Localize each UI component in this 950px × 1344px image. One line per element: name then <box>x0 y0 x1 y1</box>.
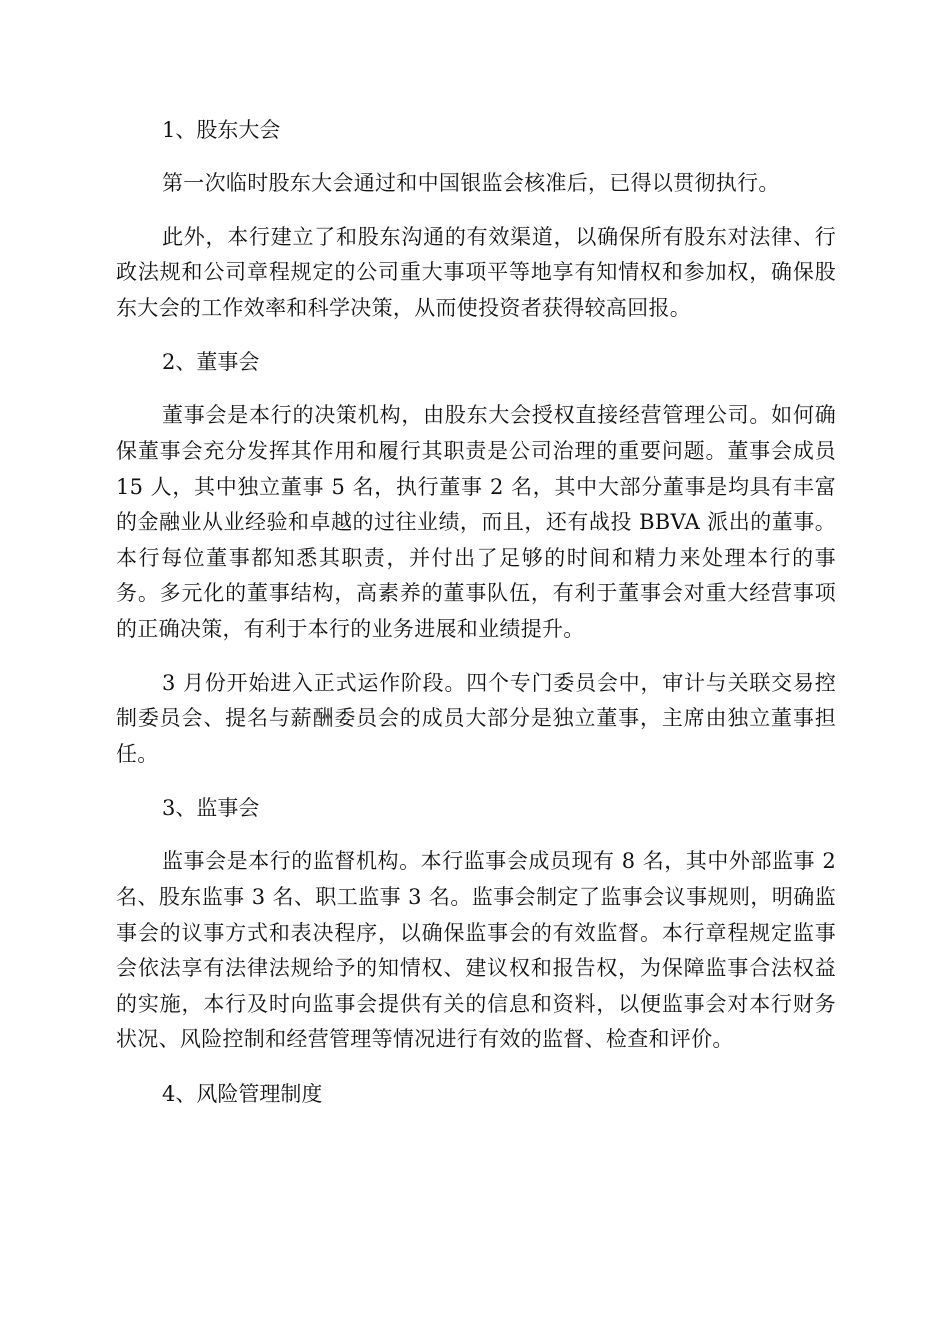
paragraph-board-1: 董事会是本行的决策机构，由股东大会授权直接经营管理公司。如何确保董事会充分发挥其作用和履行其职责是公司治理的重要问题。董事会成员 15 人，其中独立董事 5 名，执行董事 2 名，其中大部分董事是均具有丰富的金融业从业经验和卓越的过往业绩，而且，还有战投 BBVA 派出的董事。本行每位董事都知悉其职责，并付出了足够的时间和精力来处理本行的事务。多元化的董事结构，高素养的董事队伍，有利于董事会对重大经营事项的正确决策，有利于本行的业务进展和业绩提升。 <box>116 403 836 641</box>
section-heading-risk-management: 4、风险管理制度 <box>162 1081 323 1106</box>
section-heading-shareholders-meeting: 1、股东大会 <box>162 118 281 142</box>
document-body <box>116 112 836 1112</box>
paragraph-board-2: 3 月份开始进入正式运作阶段。四个专门委员会中，审计与关联交易控制委员会、提名与薪酬委员会的成员大部分是独立董事，主席由独立董事担任。 <box>116 670 836 766</box>
section-heading-board-of-directors: 2、董事会 <box>162 350 260 375</box>
paragraph-supervisors-1: 监事会是本行的监督机构。本行监事会成员现有 8 名，其中外部监事 2 名、股东监事 3 名、职工监事 3 名。监事会制定了监事会议事规则，明确监事会的议事方式和表决程序，以确保监事会的有效监督。本行章程规定监事会依法享有法律法规给予的知情权、建议权和报告权，为保障监事合法权益的实施，本行及时向监事会提供有关的信息和资料，以便监事会对本行财务状况、风险控制和经营管理等情况进行有效的监督、检查和评价。 <box>116 849 836 1052</box>
paragraph-shareholders-1: 第一次临时股东大会通过和中国银监会核准后，已得以贯彻执行。 <box>162 171 780 195</box>
section-heading-board-of-supervisors: 3、监事会 <box>162 796 260 821</box>
paragraph-shareholders-2: 此外，本行建立了和股东沟通的有效渠道，以确保所有股东对法律、行政法规和公司章程规定的公司重大事项平等地享有知情权和参加权，确保股东大会的工作效率和科学决策，从而使投资者获得较高回报。 <box>116 224 836 320</box>
